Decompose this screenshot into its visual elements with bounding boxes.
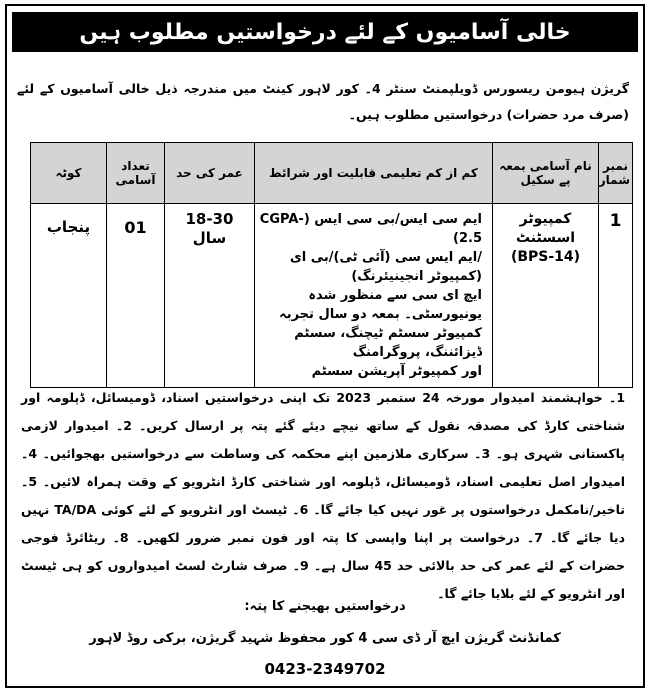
header-age: عمر کی حد	[165, 143, 255, 204]
vacancy-table	[30, 142, 633, 388]
requirement-line: کمپیوٹر سسٹم ٹیچنگ، سسٹم ڈیزائننگ، پروگرامنگ	[294, 326, 482, 360]
requirement-line: ایچ ای سی سے منظور شدہ یونیورسٹی۔ بمعہ دو سال تجربہ	[279, 288, 482, 322]
requirement-line: ایم سی ایس/بی سی ایس (CGPA-2.5)	[259, 212, 482, 246]
address-heading: درخواستیں بھیجنے کا پتہ:	[244, 599, 406, 614]
requirement-line: /ایم ایس سی (آئی ٹی)/بی ای (کمپیوٹر انجینیئرنگ)	[289, 250, 482, 284]
table-header-row	[31, 143, 633, 204]
header-vacancies: تعداد آسامی	[107, 143, 165, 204]
page-title: خالی آسامیوں کے لئے درخواستیں مطلوب ہیں	[12, 12, 638, 52]
header-serial: نمبر شمار	[599, 143, 633, 204]
cell-post	[493, 204, 599, 388]
instructions-paragraph: 1۔ خواہشمند امیدوار مورخہ 24 ستمبر 2023 تک اپنی درخواستیں اسناد، ڈومیسائل، ڈپلومہ اور شناختی کارڈ کی مصدقہ نقول کے ساتھ نیچے دیئے گئے پتہ پر ارسال کریں۔ 2۔ امیدوار لازمی پاکستانی شہری ہو۔ 3۔ سرکاری ملازمین اپنے محکمہ کی وساطت سے درخواستیں بھجوائیں۔ 4۔ امیدوار اصل تعلیمی اسناد، ڈومیسائل، ڈپلومہ اور شناختی کارڈ انٹرویو کے وقت ہمراہ لائیں۔ 5۔ تاخیر/نامکمل درخواستوں پر غور نہیں کیا جائے گا۔ 6۔ ٹیسٹ اور انٹرویو کے لئے کوئی TA/DA نہیں دیا جائے گا۔ 7۔ درخواست پر اپنا واپسی کا پتہ اور فون نمبر ضرور لکھیں۔ 8۔ ریٹائرڈ فوجی حضرات کے لئے عمر کی حد بالائی حد 45 سال ہے۔ 9۔ صرف شارٹ لسٹ امیدواروں کو ہی ٹیسٹ اور انٹرویو کے لئے بلایا جائے گا۔	[21, 390, 626, 601]
cell-quota	[31, 204, 107, 388]
requirement-line: اور کمپیوٹر آپریشن سسٹم	[311, 364, 482, 379]
cell-age	[165, 204, 255, 388]
footer	[17, 590, 633, 684]
vacancy-count: 01	[124, 218, 147, 237]
post-name: کمپیوٹر اسسٹنٹ	[515, 211, 576, 246]
phone-number: 0423-2349702	[264, 660, 386, 678]
cell-requirements	[255, 204, 493, 388]
age-range: 18-30	[185, 210, 234, 228]
header-quota: کوٹہ	[31, 143, 107, 204]
intro-paragraph: گریژن ہیومن ریسورس ڈویلپمنٹ سنٹر 4۔ کور لاہور کینٹ میں مندرجہ ذیل خالی آسامیوں کے لئے (صرف مرد حضرات) درخواستیں مطلوب ہیں۔	[17, 81, 629, 122]
post-scale: (BPS-14)	[510, 249, 581, 265]
age-unit: سال	[192, 229, 227, 247]
table-row	[31, 204, 633, 388]
mailing-address: کمانڈنٹ گریژن ایچ آر ڈی سی 4 کور محفوظ شہید گریژن، برکی روڈ لاہور	[89, 631, 561, 646]
quota-value: پنجاب	[46, 218, 91, 236]
serial-number: 1	[609, 211, 622, 231]
cell-vacancies	[107, 204, 165, 388]
advertisement-page	[5, 4, 645, 688]
header-requirements: کم از کم تعلیمی قابلیت اور شرائط	[255, 143, 493, 204]
cell-serial	[599, 204, 633, 388]
header-post: نام آسامی بمعہ پے سکیل	[493, 143, 599, 204]
